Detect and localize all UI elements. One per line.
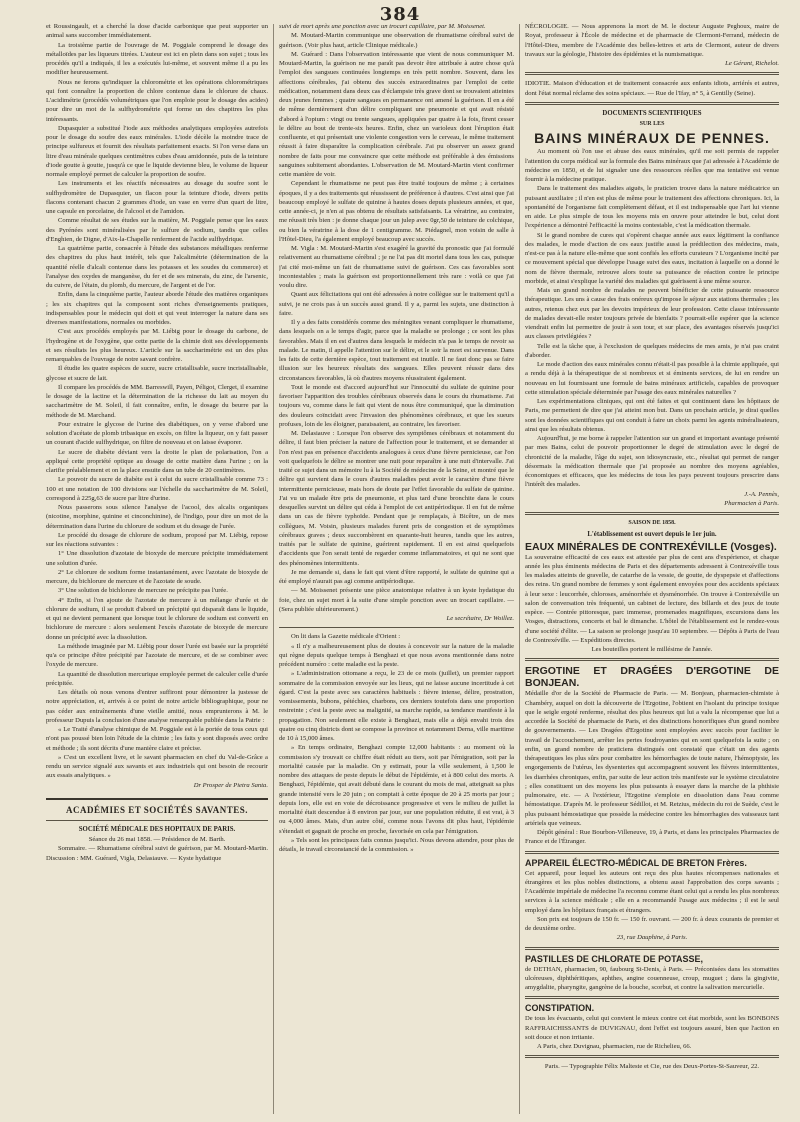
divider: [525, 512, 779, 515]
secretary-signature: Le secrétaire, Dr Woillez.: [446, 615, 514, 622]
paragraph: Si le grand nombre de cures qui s'opèrent chaque année aux eaux légitiment la confiance des malades, le mode d'action de ces eaux justifie aussi la prédilection des médecins, mais, n'est-ce pas à la nature elle-même que sont confiés les efforts curateurs ? L'organisme incité par ce mouvement spécial que développe l'usage suivi des eaux, incitation à laquelle on a donné le nom de fièvre thermale, retrouve alors toute sa puissance de réaction contre le principe morbide, et ainsi s'explique la variété des maladies qui guérissent à une même source.: [525, 231, 779, 285]
paragraph: La quantité de dissolution mercurique employée permet de calculer celle d'urée précipitée.: [46, 670, 268, 687]
constipation-text: De tous les évacuants, celui qui convient le mieux contre cet état morbide, sont les BONBONS RAFFRAICHISSANTS de DUVIGNAU, dont l'effet est toujours assuré, bien que l'action en soit douce et non irritante.: [525, 1015, 779, 1041]
pastilles-text: de DETHAN, pharmacien, 90, faubourg St-Denis, à Paris. — Préconisées dans les stomatites ulcéreuses, diphthéritiques, aphthes, angine couenneuse, croup, muguet ; dans la gingivite, amygdalite, pharyngite, gangrène de la bouche, scorbut, et contre la salivation mercurielle.: [525, 965, 779, 991]
paragraph: Mais un grand nombre de malades ne peuvent bénéficier de cette puissante ressource thérapeutique. Les uns à cause des frais onéreux qu'impose le séjour aux stations thermales ; les autres, retenus chez eux par les devoirs impérieux de leur profession. Cette classe intéressante de malades devait-elle rester toujours privée de bienfaits ? pourrait-elle espérer que la science viendrait enfin lui permettre de jouir à son tour, et sur place, des avantages réservés jusqu'ici aux classes privilégiées ?: [525, 287, 779, 341]
paragraph: Les instruments et les réactifs nécessaires au dosage du soufre sont le sulfhydromètre de Dupasquier, un flacon pour la teinture d'iode, divers petits flacons contenant chacun 2 grammes d'iode, un vase en verre d'un quart de litre, une capsule en porcelaine, de l'alcool et de l'amidon.: [46, 180, 268, 215]
paragraph: C'est aux procédés employés par M. Liébig pour le dosage du carbone, de l'hydrogène et de l'oxygène, que cette partie de la chimie doit ses développements et ses résultats les plus heureux. L'article sur la saccharimétrie est un des plus remarquables de l'ouvrage de notre savant confrère.: [46, 328, 268, 363]
paragraph: Telle est la tâche que, à l'exclusion de quelques médecins de mes amis, je n'ai pas craint d'aborder.: [525, 342, 779, 359]
paragraph: Il y a des faits considérés comme des méningites venant compliquer le rhumatisme, dans lesquels on a le temps d'agir, parce que la maladie se prolonge ; ce sont les plus favorables. Mais il en est d'autres dans lesquels le médecin n'a pas le temps de revoir sa malade. Le matin, il appelle l'attention sur le délire, et le soir la mort est survenue. Dans les faits de cette dernière espèce, tout traitement est inutile. Il ne faut donc pas se faire illusion sur les heureux résultats des sangsues. Elles peuvent réussir dans des circonstances favorables, là où d'autres moyens réussiraient également.: [279, 319, 514, 382]
paragraph: et Roussingault, et a cherché la dose d'acide carbonique que peut supporter un animal sans succomber immédiatement.: [46, 23, 268, 40]
ergotine-title: ERGOTINE ET DRAGÉES D'ERGOTINE DE BONJEAN.: [525, 665, 779, 690]
paragraph: Le procédé du dosage de chlorure de sodium, proposé par M. Liébig, repose sur les réactions suivantes :: [46, 531, 268, 548]
constipation-title: CONSTIPATION.: [525, 1003, 595, 1014]
breton-title: APPAREIL ÉLECTRO-MÉDICAL DE BRETON Frères.: [525, 857, 747, 868]
paragraph: Dupasquier a substitué l'iode aux méthodes analytiques employées autrefois pour le dosage du soufre des eaux minérales. L'iode décèle la moindre trace de principe sulfureux et fournit des résultats parfaitement exacts. Si l'on verse dans un litre d'eau minérale quelques centimètres cubes d'eau amidonnée, puis de la teinture d'iode goutte à goutte, jusqu'à ce que le liquide devienne bleu, le volume de liqueur normale employé permet de calculer la proportion de soufre.: [46, 124, 268, 178]
paragraph: Le mode d'action des eaux minérales connu n'était-il pas possible à la chimie appliquée, qui a rendu déjà à la thérapeutique de si nombreux et si éminents services, de lui en rendre un nouveau en lui fournissant une formule de bains minéraux artificiels, capables de provoquer cette stimulation spéciale déterminée par l'usage des eaux minérales naturelles ?: [525, 361, 779, 396]
paragraph: M. Delasiauve : Lorsque l'on observe des symptômes cérébraux et notamment du délire, il faut bien préciser la nature de l'affection pour le traitement, et se demander si l'on n'est pas en présence d'accidents analogues à ceux d'une fièvre pernicieuse, car l'on voit quelquefois le délire se montrer une nuit pour reparaître à une nuit d'intervalle. J'ai traité ce sujet dans un mémoire lu à la Société de médecine de la Seine, et montré que le délire qui survient dans le cours d'autres maladies peut avoir le caractère d'une fièvre intermittente pernicieuse, mais hors de doute par l'effet favorable du sulfate de quinine. J'ai vu un malade être pris de pneumonie, et plus tard d'une bronchite dans le cours desquelles survint un délire qui céda à l'emploi de cet antipériodique. Il en fut de même dans un cas de fièvre typhoïde. Pendant que je remplaçais, à Bicêtre, un de mes collègues, M. Voisin, plusieurs malades furent pris de congestion et de symptômes cérébraux graves ; deux succombèrent en quarante-huit heures, tandis que les autres, traités par le sulfate de quinine, guérirent rapidement. Il en est ainsi quelquefois d'accidents que l'on serait tenté de regarder comme inflammatoires, et qui ne sont que des phénomènes intermittents.: [279, 430, 514, 567]
society-heading: SOCIÉTÉ MÉDICALE DES HOPITAUX DE PARIS.: [78, 825, 236, 833]
paragraph: — M. Moissenet présente une pièce anatomique relative à un kyste hydatique du foie, chez un sujet mort à la suite d'une simple ponction avec un trocart capillaire. — (Sera publiée ultérieurement.): [279, 587, 514, 613]
contrexeville-text: La souveraine efficacité de ces eaux est attestée par plus de cent ans d'expérience, et chaque année les plus éminents médecins de Paris et des départements adressent à Contrexéville tous les malades atteints de gravelle, de catarrhe de la vessie, de goutte, de dyspepsie et d'affections des reins. Un grand nombre de femmes y sont également envoyées pour des accidents spéciaux à leur sexe : leucorrhée, chloroses, aménorrhée et dysménorrhée. On trouve à Contrexéville un salon de conversation très fréquenté, un cabinet de lecture, des billards et des jeux de toute espèce. — Contrée pittoresque, parc immense, promenades magnifiques, excursions dans les Vosges, distractions, concerts et bal le dimanche. L'hôtel de l'établissement est le rendez-vous d'une société d'élite. — La saison se prolonge jusqu'au 10 septembre. — Dépôts à Paris de l'eau de Contrexéville. — Expéditions directes.: [525, 553, 779, 644]
contrexeville-title: EAUX MINÉRALES DE CONTREXÉVILLE (Vosges).: [525, 540, 777, 553]
paragraph: suivi de mort après une ponction avec un trocart capillaire, par M. Moissenet.: [279, 23, 486, 30]
paragraph: Quant aux félicitations qui ont été adressées à notre collègue sur le traitement qu'il a suivi, je ne crois pas à un succès aussi grand. Il y a, parmi les sujets, une distinction à faire.: [279, 291, 514, 317]
column-2: [279, 22, 514, 1118]
session-date: Séance du 26 mai 1858. — Présidence de M. Barth.: [88, 836, 226, 843]
bains-title: BAINS MINÉRAUX DE PENNES.: [534, 130, 770, 147]
paragraph: 4° Enfin, si l'on ajoute de l'azotate de mercure à un mélange d'urée et de chlorure de sodium, il se produit d'abord un précipité qui disparaît dans le liquide, et qui ne devient permanent que lorsque tout le chlorure de sodium est converti en bichlorure de mercure : alors seulement l'excès d'azotate de bioxyde de mercure donne un précipité avec la dissolution.: [46, 596, 268, 641]
divider: [279, 627, 514, 628]
divider: [525, 947, 779, 950]
pennes-title: Pharmacien à Paris.: [724, 499, 779, 507]
paragraph: 1° Une dissolution d'azotate de bioxyde de mercure précipite immédiatement une solution d'urée.: [46, 550, 268, 567]
paragraph: Il étudie les quatre espèces de sucre, sucre cristallisable, sucre incristallisable, glycose et sucre de lait.: [46, 365, 268, 382]
divider: [525, 72, 779, 75]
section-heading: ACADÉMIES ET SOCIÉTÉS SAVANTES.: [46, 798, 268, 816]
paragraph: Je me demande si, dans le fait qui vient d'être rapporté, le sulfate de quinine qui a été employé n'aurait pas agi comme antipériodique.: [279, 568, 514, 585]
contrexeville-note: Les bouteilles portent le millésime de l'année.: [591, 646, 713, 653]
ergotine-text: Médaille d'or de la Société de Pharmacie de Paris. — M. Bonjean, pharmacien-chimiste à Chambéry, auquel on doit la découverte de l'Ergotine, l'obtient en l'isolant du principe toxique que le seigle ergoté renferme, résultat des plus heureux qui lui a valu la récompense que lui a accordée la Société de pharmacie de Paris, et des distinctions honorifiques d'un grand nombre de gouvernements. — Les Dragées d'Ergotine sont employées avec succès pour faciliter le travail de l'accouchement, arrêter les pertes foudroyantes qui en sont quelquefois la suite ; on enfin, un grand nombre de praticiens distingués ont constaté que c'était un des agents thérapeutiques les plus sûrs pour combattre les hémorrhagies de toute nature, l'hémoptysie, les engorgements de l'utérus, les dysenteries qui accompagnent souvent les fièvres intermittentes, les diarrhées chroniques, enfin, par suite de leur action très manifeste sur le système circulatoire ; elles constituent un des moyens les plus puissants à essayer dans la marche de la phthisie pulmonaire, etc. — A l'extérieur, l'Ergotine s'emploie en dissolution dans l'eau comme hémostatique. D'après M. le professeur Sédillot, et M. Retzius, médecin du roi de Suède, c'est le plus puissant hémostatique que possède la médecine contre les hémorrhagies des vaisseaux tant artériels que veineux.: [525, 690, 779, 827]
paragraph: La méthode imaginée par M. Liébig pour doser l'urée est basée sur la propriété qu'a ce principe d'être précipité par l'azotate de mercure, et de se combiner avec l'oxyde de mercure.: [46, 642, 268, 669]
documents-heading: DOCUMENTS SCIENTIFIQUES: [602, 109, 702, 117]
paragraph: La troisième partie de l'ouvrage de M. Poggiale comprend le dosage des métalloïdes par les liqueurs titrées. L'auteur est ici en plein dans son sujet ; tous les procédés qu'il a indiqués, il les a exécutés lui-même, et souvent même il a pu les modifier heureusement.: [46, 41, 268, 77]
paragraph: » C'est un excellent livre, et le savant pharmacien en chef du Val-de-Grâce a rendu un service signalé aux savants et aux industriels qui ont besoin de recourir aux essais analytiques. »: [46, 753, 268, 780]
paragraph: Comme résultat de ses études sur la matière, M. Poggiale pense que les eaux des Pyrénées sont minéralisées par le sulfure de sodium, tandis que celles d'Enghien, de Digne, d'Aix-la-Chapelle renferment de l'acide sulfhydrique.: [46, 217, 268, 243]
column-rule: [519, 24, 520, 1114]
manager-signature: Le Gérant, Richelot.: [725, 60, 779, 67]
paragraph: » L'administration ottomane a reçu, le 23 de ce mois (juillet), un premier rapport sommaire de la commission envoyée sur les lieux, qui ne laisse aucune incertitude à cet égard. C'est la peste avec ses caractères habituels : fièvre intense, délire, prostration, vomissements, bubons, pétéchies, charbons, ces derniers toutefois dans une proportion restreinte ; c'est la peste avec sa malignité, sa marche rapide, sa tendance manifeste à la propagation. Non seulement elle existe à Benghazi, mais elle a déjà envahi trois des quatre ou cinq districts dont se compose la province et notamment Derna, ville maritime de 10 à 15,000 âmes.: [279, 670, 514, 742]
author-signature: Dr Prosper de Pietra Santa.: [193, 781, 268, 789]
breton-price: Son prix est toujours de 150 fr. — 150 fr. ouvrant. — 200 fr. à deux courants de premier et de deuxième ordre.: [525, 915, 779, 932]
breton-text: Cet appareil, pour lequel les auteurs ont reçu des plus hautes récompenses nationales et étrangères et les plus nobles distinctions, a obtenu aussi l'approbation des corps savants ; l'Académie impériale de médecine l'a reconnu comme étant celui qui a rendu les plus nombreux services à la science médicale ; elle en a recommandé l'usage aux médecins ; il est le seul employé dans les hôpitaux français et étrangers.: [525, 869, 779, 914]
divider: [525, 1055, 779, 1058]
paragraph: Tout le monde est d'accord aujourd'hui sur l'innocuité du sulfate de quinine pour favoriser l'apparition des troubles cérébraux observés dans le cours du rhumatisme. J'ai toujours vu, comme dans le fait qui vient de nous être communiqué, que la diminution des douleurs coïncidait avec l'invasion des phénomènes cérébraux, et que les sueurs profuses, loin de les éloigner, paraissaient, au contraire, les favoriser.: [279, 383, 514, 428]
paragraph: Nous passerons sous silence l'analyse de l'acool, des alcalis organiques (nicotine, morphine, quinine et cinconchinine), de l'indigo, pour dire un mot de la détermination dans l'urine du chlorure de sodium et du dosage de l'urée.: [46, 504, 268, 530]
paragraph: M. Moutard-Martin communique une observation de rhumatisme cérébral suivi de guérison. (Voir plus haut, article Clinique médicale.): [279, 32, 514, 49]
paragraph: Dans le traitement des maladies aiguës, le praticien trouve dans la nature médicatrice un puissant auxiliaire ; il n'en est plus de même pour le traitement des affections chroniques. Ici, la spontanéité de l'organisme fait complètement défaut, et il est indispensable que l'art lui vienne en aide. Le plus simple de tous les moyens mis en œuvre pour atteindre le but, celui dont l'expérience a démontré l'efficacité la moins contestable, c'est la médication thermale.: [525, 185, 779, 230]
column-rule: [273, 24, 274, 1114]
paragraph: Au moment où l'on use et abuse des eaux minérales, qu'il me soit permis de rappeler l'attention du corps médical sur la formule des Bains minéraux que j'ai adressée à l'Académie de médecine en 1850, et de lui signaler une des ressources réelles que ma tentative est venue fournir à la médecine pratique.: [525, 148, 779, 183]
constipation-address: A Paris, chez Duvignau, pharmacien, rue de Richelieu, 66.: [537, 1043, 692, 1050]
paragraph: La quatrième partie, consacrée à l'étude des substances métalliques renferme des chapitres du plus haut intérêt, tels que l'alcalimétrie (détermination de la quantité réelle d'alcali contenue dans les potasses et les soudes du commerce) et l'analyse des oxydes de manganèse, du fer et de ses minerais, du zinc, de l'arsenic, du cuivre, de l'étain, du plomb, du mercure, de l'argent et de l'or.: [46, 245, 268, 289]
obituary: NÉCROLOGIE. — Nous apprenons la mort de M. le docteur Auguste Peghoux, maire de Royat, professeur à l'École de médecine et de pharmacie de Clermont-Ferrand, médecin de l'Hôtel-Dieu, membre de l'Académie des belles-lettres et arts de Clermont, auteur de divers travaux sur la géologie, l'histoire des épidémies et la numismatique.: [525, 23, 779, 58]
divider: [525, 996, 779, 999]
breton-address: 23, rue Dauphine, à Paris.: [616, 934, 688, 942]
idiotie-ad: IDIOTIE. Maison d'éducation et de traitement consacrée aux enfants idiots, arriérés et autres, dont l'état normal réclame des soins spéciaux. — Rue de l'Ifay, n° 5, à Gentilly (Seine).: [525, 80, 779, 97]
paragraph: Enfin, dans la cinquième partie, l'auteur aborde l'étude des matières organiques ; les six chapitres qui la composent sont riches d'enseignements pratiques, indispensables pour le médecin qui doit et qui veut interroger la nature dans ses diverses manifestations, normales ou morbides.: [46, 291, 268, 326]
paragraph: M. Vigla : M. Moutard-Martin s'est exagéré la gravité du pronostic que j'ai formulé relativement au rhumatisme cérébral ; je ne l'ai pas dit mortel dans tous les cas, puisque j'ai cité moi-même un fait de rhumatisme suivi de guérison. Ces cas favorables sont incontestables ; mais la guérison est proportionnellement très rare : voilà ce que j'ai voulu dire.: [279, 245, 514, 289]
saison-heading: SAISON DE 1858.: [628, 520, 676, 526]
paragraph: 3° Une solution de bichlorure de mercure ne précipite pas l'urée.: [58, 587, 228, 595]
ergotine-depot: Dépôt général : Rue Bourbon-Villeneuve, 19, à Paris, et dans les principales Pharmacies de France et de l'Étranger.: [525, 829, 779, 846]
paragraph: » En temps ordinaire, Benghazi compte 12,000 habitants : au moment où la commission s'y trouvait ce chiffre était réduit au tiers, soit par l'émigration, soit par la mortalité causée par la maladie. On y estimait, pour la ville seulement, à 1,500 le nombre des attaques de peste depuis le début de l'épidémie, et à 800 celui des morts. A Benghazi, l'épidémie, qui avait débuté dans le courant du mois de mai, atteignait sa plus grande intensité vers le 20 juin ; on comptait à cette époque de 20 à 25 morts par jour ; depuis lors, elle est en voie de décroissance progressive et vers le milieu de juillet la mortalité était descendue à 8 environ par jour, sur une population réduite, il est vrai, à 3 ou 4,000 âmes. Mais, d'un autre côté, comme nous l'avons dit plus haut, l'épidémie s'étendait et gagnait de proche en proche, favorisée en cela par l'émigration.: [279, 744, 514, 835]
paragraph: « Il n'y a malheureusement plus de doutes à concevoir sur la nature de la maladie qui règne depuis quelque temps à Benghazi et que nous avons mentionnée dans notre précédent numéro : cette maladie est la peste.: [279, 642, 514, 668]
divider: [525, 102, 779, 105]
paragraph: On lit dans la Gazette médicale d'Orient :: [291, 633, 401, 641]
paragraph: Cependant le rhumatisme ne peut pas être traité toujours de même ; à certaines époques, il y a des traitements qui réussissent de préférence à d'autres. C'est ainsi que j'ai beaucoup employé le sulfate de quinine à hautes doses depuis plusieurs années, et que, cette année-ci, je n'en ai pas obtenu de résultats satisfaisants. La vératrine, au contraire, me réussit très bien : je donne chaque jour un julep avec 0gr,50 de teinture de colchique, ou bien la vératrine à la dose de 1 centigramme. M. Piédagnel, mon voisin de salle à l'Hôtel-Dieu, l'a également employé beaucoup avec succès.: [279, 180, 514, 243]
opening-notice: L'établissement est ouvert depuis le 1er juin.: [587, 531, 717, 539]
printer-imprint: Paris. — Typographie Félix Malteste et Cie, rue des Deux-Portes-St-Sauveur, 22.: [544, 1063, 760, 1071]
page-number: 384: [379, 4, 421, 25]
divider: [46, 820, 268, 821]
paragraph: Les expérimentations cliniques, qui ont été faites et qui continuent dans les hôpitaux de Paris, me permettent de dire que j'ai atteint mon but. Dans un prochain article, je dirai quelles sont les données scientifiques qui ont conduit à faire un choix parmi les agents minéralisateurs, ainsi que les résultats obtenus.: [525, 398, 779, 433]
paragraph: Pour extraire le glycose de l'urine des diabétiques, on y verse d'abord une solution d'acétate de plomb tribasique en excès, on filtre la liqueur, on y fait passer un courant d'acide sulfhydrique, on filtre de nouveau et on laisse évaporer.: [46, 420, 268, 447]
pastilles-title: PASTILLES DE CHLORATE DE POTASSE,: [525, 953, 704, 964]
paragraph: » Tels sont les principaux faits connus jusqu'ici. Nous devons attendre, pour plus de détails, le travail circonstancié de la commission. »: [279, 836, 514, 853]
paragraph: M. Guérard : Dans l'observation intéressante que vient de nous communiquer M. Moutard-Martin, la guérison ne me paraît pas devoir être attribuée à autre chose qu'à l'emploi des sangsues continuées longtemps en très petit nombre. Souvent, dans les affections cérébrales, j'ai obtenu des succès extraordinaires par l'emploi de cette médication, notamment dans deux cas d'éclampsie très grave dont se trouvaient atteintes deux jeunes femmes ; quatre sangsues en permanence ont amené la guérison. Il en a été de même dernièrement d'un délire compliquant une pneumonie et qui avait résisté d'abord à l'opium : vingt ou trente sangsues, appliquées par quatre à la fois, firent cesser le délire au bout de trente-six heures. Enfin, chez un varioleux dont l'éruption était confluente, et qui présentait une violente congestion vers le cerveau, le même traitement réussit à faire disparaître la complication cérébrale. J'ai pu observer un assez grand nombre de faits pour me convaincre que cette méthode est préférable à des émissions sanguines subitement abondantes. L'observation de M. Moutard-Martin vient confirmer cette manière de voir.: [279, 50, 514, 178]
divider: [525, 658, 779, 661]
summary: Sommaire. — Rhumatisme cérébral suivi de guérison, par M. Moutard-Martin. Discussion : MM. Guérard, Vigla, Delasiauve. — Kyste hydatique: [46, 845, 268, 862]
paragraph: « Le Traité d'analyse chimique de M. Poggiale est à la portée de tous ceux qui n'ont pas poussé bien loin l'étude de la chimie ; les faits y sont disposés avec ordre et méthode ; ils sont décrits d'une manière claire et précise.: [46, 726, 268, 752]
paragraph: 2° Le chlorure de sodium forme instantanément, avec l'azotate de bioxyde de mercure, du bichlorure de mercure et de l'azotate de soude.: [46, 568, 268, 585]
documents-subheading: SUR LES: [639, 121, 665, 127]
paragraph: Les détails où nous venons d'entrer suffiront pour démontrer la justesse de notre appréciation, et, arrivés à ce point de notre article bibliographique, pour ne pas céder aux entraînements d'une vieille amitié, nous emprunterons à M. le professeur Dupuis la conclusion d'une analyse remarquable publiée dans la Patrie :: [46, 689, 268, 724]
paragraph: Il compare les procédés de MM. Barreswill, Payen, Péligot, Clerget, il examine le dosage de la lactine et la détermination de la richesse du lait au moyen du saccharimètre de M. Soleil, il fait connaître, enfin, le dosage du beurre par la méthode de M. Marchand.: [46, 383, 268, 419]
column-3: [525, 22, 779, 1118]
column-1: [46, 22, 268, 1118]
paragraph: Aujourd'hui, je me borne à rappeler l'attention sur un grand et important avantage présenté par mes Bains, celui de pouvoir proportionner le degré de stimulation avec le degré de chronicité de la maladie, l'âge du sujet, son idiosyncrasie, etc., résultat qui permet de ranger désormais la médication thermale que j'ai proposée au nombre des moyens agréables, économiques et efficaces, que les médecins de tous les pays peuvent toujours prescrire dans l'intérêt des malades.: [525, 435, 779, 489]
divider: [525, 851, 779, 854]
paragraph: Le sucre de diabète déviant vers la droite le plan de polarisation, l'on a appliqué cette propriété optique au dosage de cette matière dans l'urine ; on la clarifie préalablement et on la place ensuite dans un tube de 20 centimètres.: [46, 448, 268, 474]
paragraph: Nous ne ferons qu'indiquer la chlorométrie et les opérations chlorométriques qui font connaître la proportion de chlore contenue dans le chlorure de chaux. L'acidimétrie (procédés volumétriques que l'on emploie pour le dosage des acides) pour dire un mot de la sulfhydrométrie qui forme un des chapitres les plus intéressants.: [46, 78, 268, 123]
paragraph: Le pouvoir du sucre de diabète est à celui du sucre cristallisable comme 73 : 100 et une notation de 100 divisions sur l'échelle du saccharimètre de M. Soleil, correspond à 225g,63 de sucre par litre d'urine.: [46, 476, 268, 502]
pennes-signature: J.-A. Pennès,: [744, 490, 779, 498]
